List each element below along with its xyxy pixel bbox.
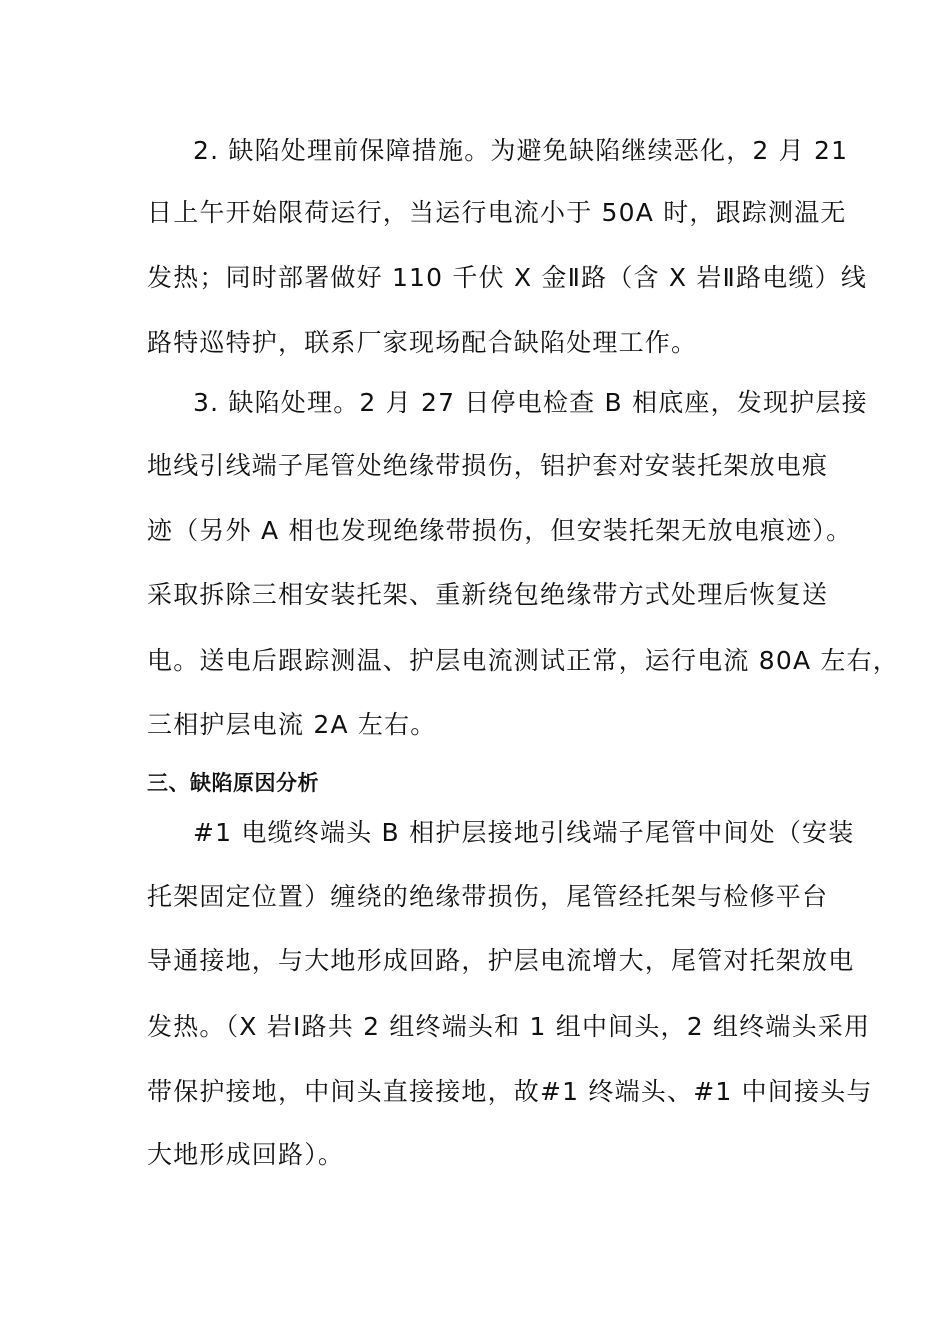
paragraph-line: 三相护层电流 2A 左右。 bbox=[147, 710, 437, 739]
paragraph-line: 电。送电后跟踪测温、护层电流测试正常，运行电流 80A 左右， bbox=[147, 646, 900, 675]
paragraph-line: 导通接地，与大地形成回路，护层电流增大，尾管对托架放电 bbox=[147, 946, 855, 975]
paragraph-line: 带保护接地，中间头直接接地，故#1 终端头、#1 中间接头与 bbox=[147, 1077, 873, 1106]
paragraph-line: 地线引线端子尾管处绝缘带损伤，铝护套对安装托架放电痕 bbox=[147, 451, 829, 480]
paragraph-line: 托架固定位置）缠绕的绝缘带损伤，尾管经托架与检修平台 bbox=[147, 882, 829, 911]
paragraph-line: 日上午开始限荷运行，当运行电流小于 50A 时，跟踪测温无 bbox=[147, 198, 847, 227]
paragraph-line: 大地形成回路）。 bbox=[147, 1140, 345, 1169]
section-heading: 三、缺陷原因分析 bbox=[147, 771, 319, 795]
paragraph-line: 发热；同时部署做好 110 千伏 X 金Ⅱ路（含 X 岩Ⅱ路电缆）线 bbox=[147, 263, 868, 292]
paragraph-line: 迹（另外 A 相也发现绝缘带损伤，但安装托架无放电痕迹）。 bbox=[147, 516, 853, 545]
paragraph-line: 发热。（X 岩Ⅰ路共 2 组终端头和 1 组中间头，2 组终端头采用 bbox=[147, 1012, 871, 1041]
paragraph-line: 2. 缺陷处理前保障措施。为避免缺陷继续恶化，2 月 21 bbox=[193, 136, 849, 165]
paragraph-line: 3. 缺陷处理。2 月 27 日停电检查 B 相底座，发现护层接 bbox=[193, 388, 868, 417]
paragraph-line: 路特巡特护，联系厂家现场配合缺陷处理工作。 bbox=[147, 328, 698, 357]
paragraph-line: 采取拆除三相安装托架、重新绕包绝缘带方式处理后恢复送 bbox=[147, 580, 829, 609]
paragraph-line: #1 电缆终端头 B 相护层接地引线端子尾管中间处（安装 bbox=[193, 818, 855, 847]
